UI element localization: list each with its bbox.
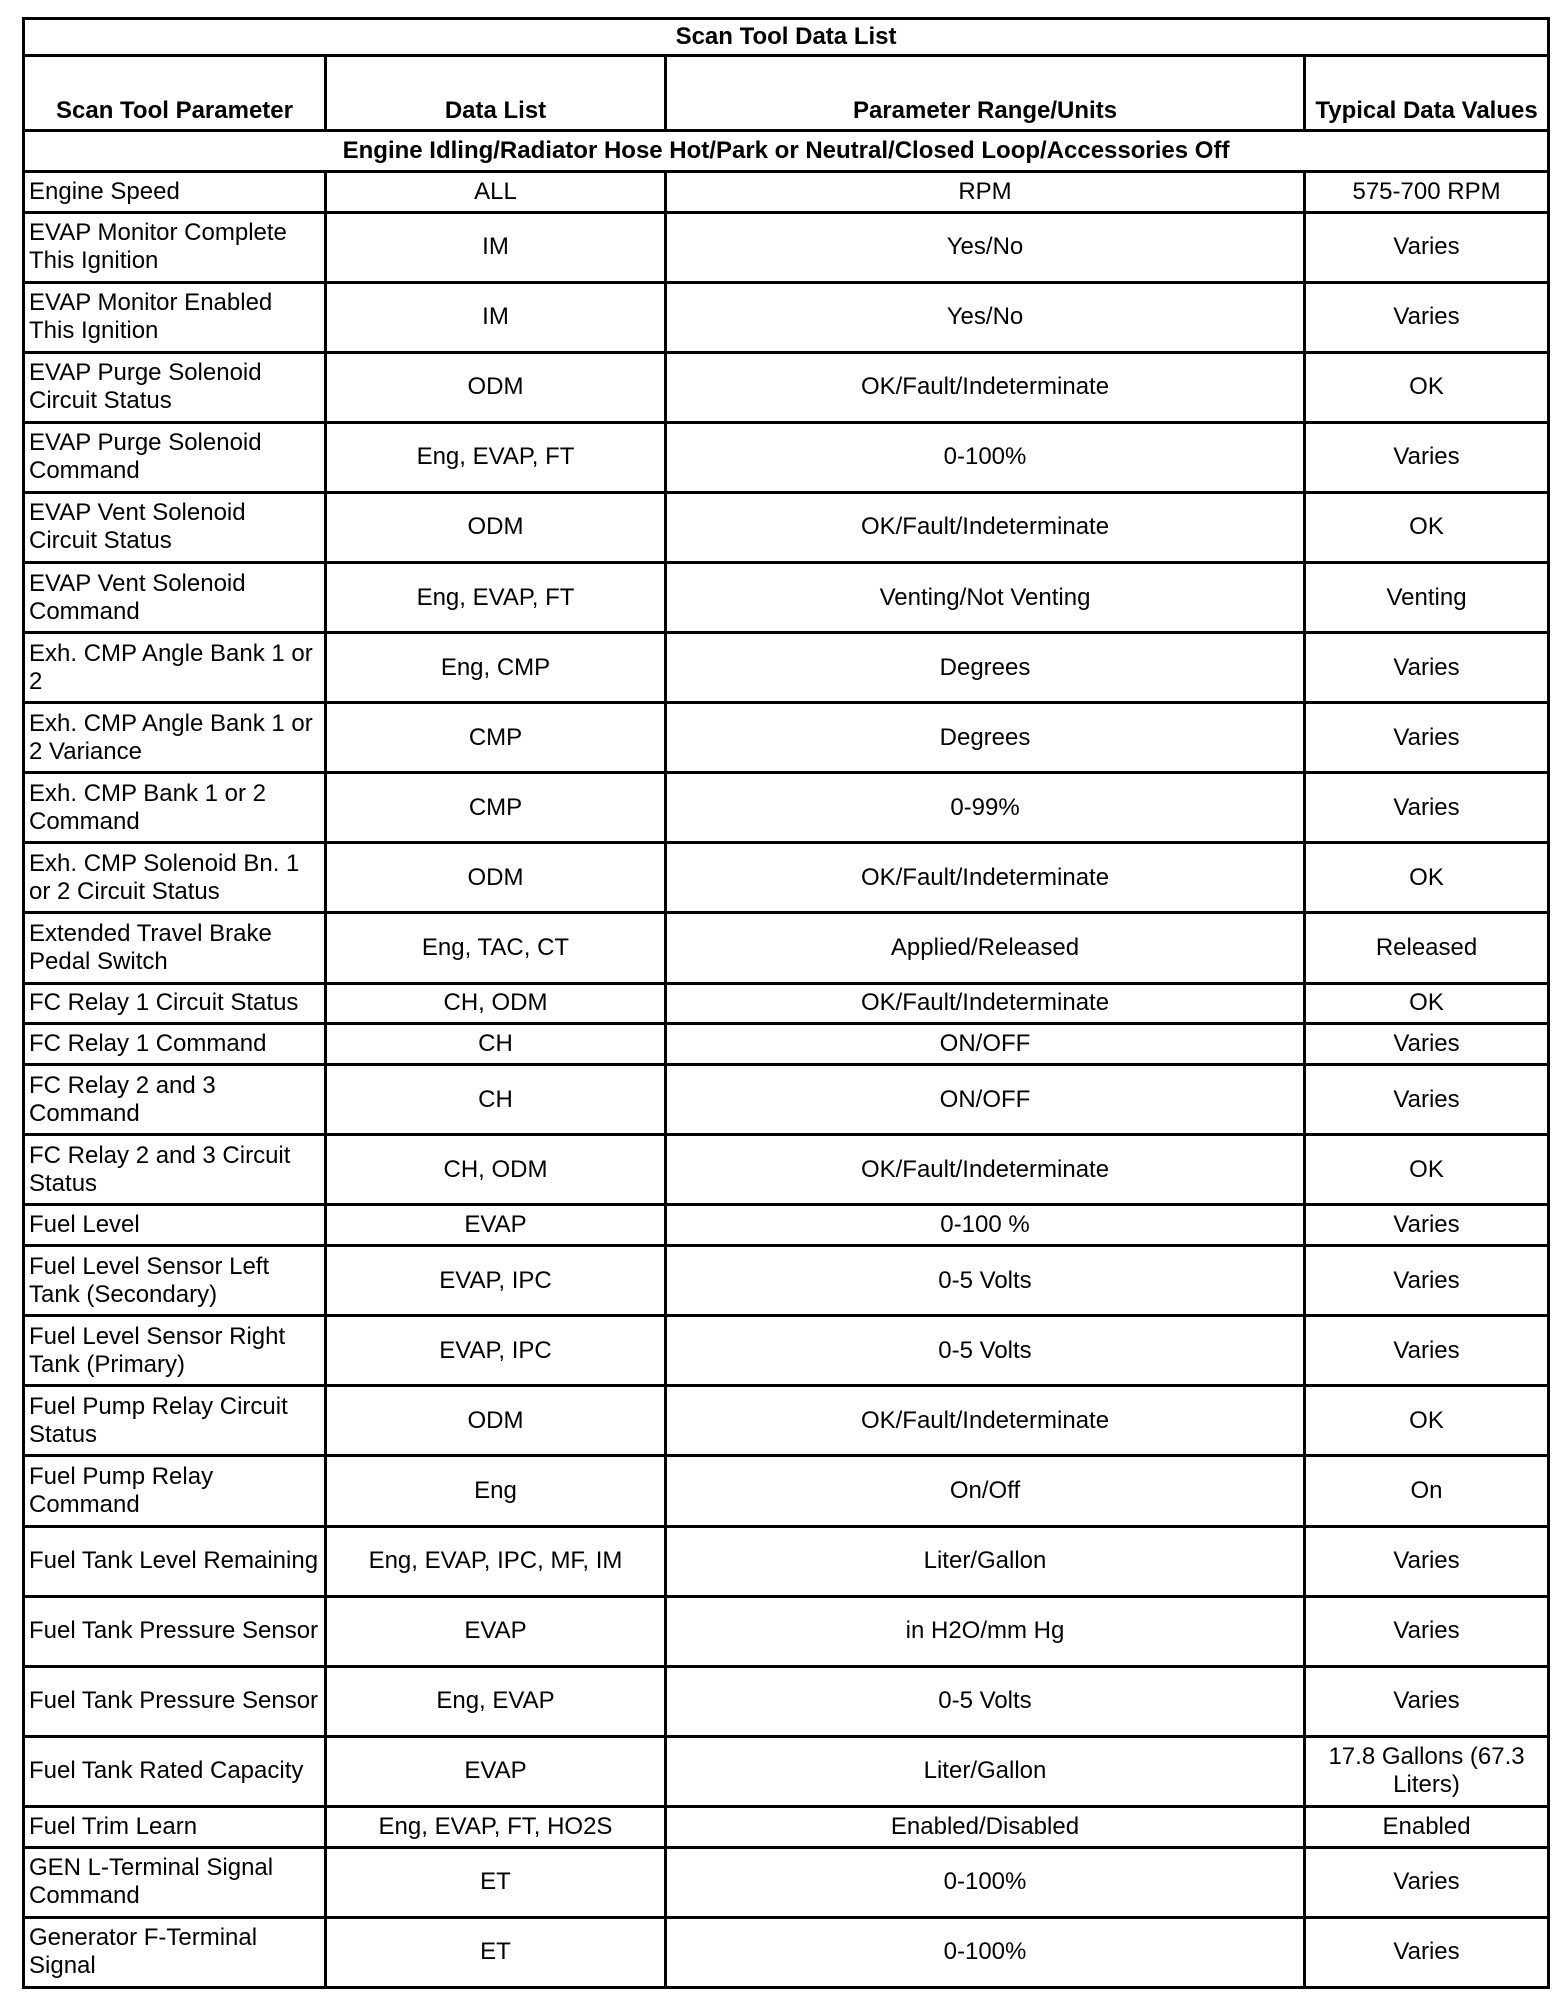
table-row <box>24 563 1549 633</box>
table-row <box>24 1806 1549 1847</box>
cell-typical-value: Varies <box>1305 1246 1549 1316</box>
table-row <box>24 1456 1549 1526</box>
cell-typical-value: Varies <box>1305 1205 1549 1246</box>
cell-typical-value: Varies <box>1305 773 1549 843</box>
table-row <box>24 1736 1549 1806</box>
cell-parameter: GEN L-Terminal Signal Command <box>24 1847 326 1917</box>
cell-parameter-range: Degrees <box>666 703 1305 773</box>
table-row <box>24 1596 1549 1666</box>
table-row <box>24 983 1549 1024</box>
cell-data-list: ODM <box>326 1386 666 1456</box>
cell-data-list: EVAP <box>326 1736 666 1806</box>
table-title: Scan Tool Data List <box>24 19 1549 56</box>
cell-data-list: ALL <box>326 171 666 212</box>
table-row <box>24 212 1549 282</box>
cell-data-list: CH <box>326 1024 666 1065</box>
cell-parameter-range: 0-100% <box>666 1847 1305 1917</box>
table-row <box>24 633 1549 703</box>
table-row <box>24 1135 1549 1205</box>
header-parameter-range-units: Parameter Range/Units <box>666 55 1305 130</box>
cell-parameter: Fuel Pump Relay Command <box>24 1456 326 1526</box>
table-row <box>24 1065 1549 1135</box>
cell-parameter-range: ON/OFF <box>666 1024 1305 1065</box>
cell-parameter-range: in H2O/mm Hg <box>666 1596 1305 1666</box>
cell-parameter: Fuel Level Sensor Right Tank (Primary) <box>24 1316 326 1386</box>
cell-parameter: Fuel Trim Learn <box>24 1806 326 1847</box>
cell-data-list: ODM <box>326 352 666 422</box>
cell-parameter: EVAP Vent Solenoid Command <box>24 563 326 633</box>
cell-data-list: CMP <box>326 773 666 843</box>
header-data-list: Data List <box>326 55 666 130</box>
cell-parameter-range: Liter/Gallon <box>666 1526 1305 1596</box>
cell-data-list: Eng <box>326 1456 666 1526</box>
table-row <box>24 1205 1549 1246</box>
table-row <box>24 171 1549 212</box>
table-row <box>24 773 1549 843</box>
cell-typical-value: Varies <box>1305 1917 1549 1987</box>
table-row <box>24 352 1549 422</box>
cell-typical-value: OK <box>1305 352 1549 422</box>
cell-data-list: ODM <box>326 843 666 913</box>
cell-parameter-range: 0-99% <box>666 773 1305 843</box>
cell-data-list: Eng, TAC, CT <box>326 913 666 983</box>
cell-data-list: Eng, EVAP, FT <box>326 422 666 492</box>
cell-parameter-range: ON/OFF <box>666 1065 1305 1135</box>
cell-parameter-range: Liter/Gallon <box>666 1736 1305 1806</box>
cell-data-list: Eng, CMP <box>326 633 666 703</box>
cell-typical-value: OK <box>1305 1386 1549 1456</box>
cell-data-list: ET <box>326 1917 666 1987</box>
cell-parameter: EVAP Monitor Enabled This Ignition <box>24 282 326 352</box>
table-title-row <box>24 19 1549 56</box>
cell-data-list: CMP <box>326 703 666 773</box>
header-typical-data-values: Typical Data Values <box>1305 55 1549 130</box>
cell-typical-value: Venting <box>1305 563 1549 633</box>
cell-parameter: Generator F-Terminal Signal <box>24 1917 326 1987</box>
cell-typical-value: Varies <box>1305 282 1549 352</box>
cell-typical-value: 575-700 RPM <box>1305 171 1549 212</box>
table-row <box>24 1316 1549 1386</box>
table-row <box>24 843 1549 913</box>
table-row <box>24 1024 1549 1065</box>
table-row <box>24 422 1549 492</box>
table-body <box>24 171 1549 1987</box>
cell-typical-value: Varies <box>1305 422 1549 492</box>
cell-parameter: EVAP Vent Solenoid Circuit Status <box>24 492 326 562</box>
header-scan-tool-parameter: Scan Tool Parameter <box>24 55 326 130</box>
cell-parameter: Engine Speed <box>24 171 326 212</box>
cell-typical-value: Varies <box>1305 703 1549 773</box>
cell-parameter: EVAP Monitor Complete This Ignition <box>24 212 326 282</box>
cell-parameter: Fuel Level <box>24 1205 326 1246</box>
cell-parameter-range: Applied/Released <box>666 913 1305 983</box>
cell-typical-value: OK <box>1305 843 1549 913</box>
cell-parameter: Exh. CMP Bank 1 or 2 Command <box>24 773 326 843</box>
cell-parameter: FC Relay 1 Command <box>24 1024 326 1065</box>
table-row <box>24 913 1549 983</box>
cell-parameter-range: Degrees <box>666 633 1305 703</box>
scan-tool-data-table <box>22 17 1550 1989</box>
cell-parameter: Fuel Pump Relay Circuit Status <box>24 1386 326 1456</box>
cell-parameter: Extended Travel Brake Pedal Switch <box>24 913 326 983</box>
cell-typical-value: OK <box>1305 1135 1549 1205</box>
cell-parameter-range: 0-5 Volts <box>666 1316 1305 1386</box>
condition-row <box>24 130 1549 171</box>
cell-data-list: Eng, EVAP, IPC, MF, IM <box>326 1526 666 1596</box>
cell-parameter-range: Yes/No <box>666 212 1305 282</box>
cell-typical-value: Varies <box>1305 1596 1549 1666</box>
cell-parameter: Fuel Tank Pressure Sensor <box>24 1666 326 1736</box>
cell-typical-value: 17.8 Gallons (67.3 Liters) <box>1305 1736 1549 1806</box>
cell-parameter-range: 0-5 Volts <box>666 1666 1305 1736</box>
table-row <box>24 703 1549 773</box>
cell-data-list: ODM <box>326 492 666 562</box>
cell-parameter-range: Enabled/Disabled <box>666 1806 1305 1847</box>
cell-typical-value: OK <box>1305 492 1549 562</box>
table-header-row <box>24 55 1549 130</box>
cell-parameter-range: Yes/No <box>666 282 1305 352</box>
cell-parameter: EVAP Purge Solenoid Circuit Status <box>24 352 326 422</box>
cell-typical-value: Released <box>1305 913 1549 983</box>
cell-parameter: Fuel Tank Level Remaining <box>24 1526 326 1596</box>
cell-parameter: Exh. CMP Solenoid Bn. 1 or 2 Circuit Status <box>24 843 326 913</box>
cell-data-list: EVAP, IPC <box>326 1246 666 1316</box>
table-row <box>24 1917 1549 1987</box>
cell-typical-value: Varies <box>1305 1847 1549 1917</box>
cell-data-list: EVAP <box>326 1205 666 1246</box>
cell-parameter-range: OK/Fault/Indeterminate <box>666 1135 1305 1205</box>
cell-typical-value: Varies <box>1305 1065 1549 1135</box>
operating-condition: Engine Idling/Radiator Hose Hot/Park or Neutral/Closed Loop/Accessories Off <box>24 130 1549 171</box>
cell-data-list: ET <box>326 1847 666 1917</box>
table-row <box>24 1246 1549 1316</box>
cell-data-list: EVAP, IPC <box>326 1316 666 1386</box>
cell-data-list: EVAP <box>326 1596 666 1666</box>
cell-data-list: CH, ODM <box>326 1135 666 1205</box>
cell-data-list: Eng, EVAP, FT <box>326 563 666 633</box>
cell-parameter-range: OK/Fault/Indeterminate <box>666 352 1305 422</box>
cell-typical-value: Varies <box>1305 212 1549 282</box>
cell-typical-value: Varies <box>1305 633 1549 703</box>
cell-parameter: FC Relay 1 Circuit Status <box>24 983 326 1024</box>
cell-typical-value: Varies <box>1305 1316 1549 1386</box>
cell-typical-value: Enabled <box>1305 1806 1549 1847</box>
cell-data-list: IM <box>326 212 666 282</box>
cell-parameter-range: Venting/Not Venting <box>666 563 1305 633</box>
cell-parameter-range: 0-100% <box>666 1917 1305 1987</box>
cell-data-list: CH <box>326 1065 666 1135</box>
cell-typical-value: Varies <box>1305 1526 1549 1596</box>
table-row <box>24 492 1549 562</box>
table-row <box>24 1666 1549 1736</box>
cell-data-list: Eng, EVAP <box>326 1666 666 1736</box>
cell-typical-value: OK <box>1305 983 1549 1024</box>
cell-parameter: Fuel Tank Rated Capacity <box>24 1736 326 1806</box>
cell-parameter: Exh. CMP Angle Bank 1 or 2 Variance <box>24 703 326 773</box>
cell-data-list: Eng, EVAP, FT, HO2S <box>326 1806 666 1847</box>
cell-parameter-range: 0-5 Volts <box>666 1246 1305 1316</box>
cell-data-list: CH, ODM <box>326 983 666 1024</box>
cell-parameter-range: On/Off <box>666 1456 1305 1526</box>
cell-data-list: IM <box>326 282 666 352</box>
cell-parameter-range: 0-100% <box>666 422 1305 492</box>
table-row <box>24 282 1549 352</box>
cell-parameter-range: RPM <box>666 171 1305 212</box>
cell-parameter: EVAP Purge Solenoid Command <box>24 422 326 492</box>
table-row <box>24 1386 1549 1456</box>
cell-parameter-range: OK/Fault/Indeterminate <box>666 843 1305 913</box>
cell-parameter-range: 0-100 % <box>666 1205 1305 1246</box>
table-row <box>24 1526 1549 1596</box>
table-row <box>24 1847 1549 1917</box>
cell-parameter: FC Relay 2 and 3 Circuit Status <box>24 1135 326 1205</box>
cell-parameter-range: OK/Fault/Indeterminate <box>666 983 1305 1024</box>
cell-parameter-range: OK/Fault/Indeterminate <box>666 1386 1305 1456</box>
cell-typical-value: On <box>1305 1456 1549 1526</box>
cell-parameter: Fuel Tank Pressure Sensor <box>24 1596 326 1666</box>
cell-parameter: FC Relay 2 and 3 Command <box>24 1065 326 1135</box>
cell-typical-value: Varies <box>1305 1666 1549 1736</box>
cell-parameter: Exh. CMP Angle Bank 1 or 2 <box>24 633 326 703</box>
cell-parameter: Fuel Level Sensor Left Tank (Secondary) <box>24 1246 326 1316</box>
cell-parameter-range: OK/Fault/Indeterminate <box>666 492 1305 562</box>
cell-typical-value: Varies <box>1305 1024 1549 1065</box>
